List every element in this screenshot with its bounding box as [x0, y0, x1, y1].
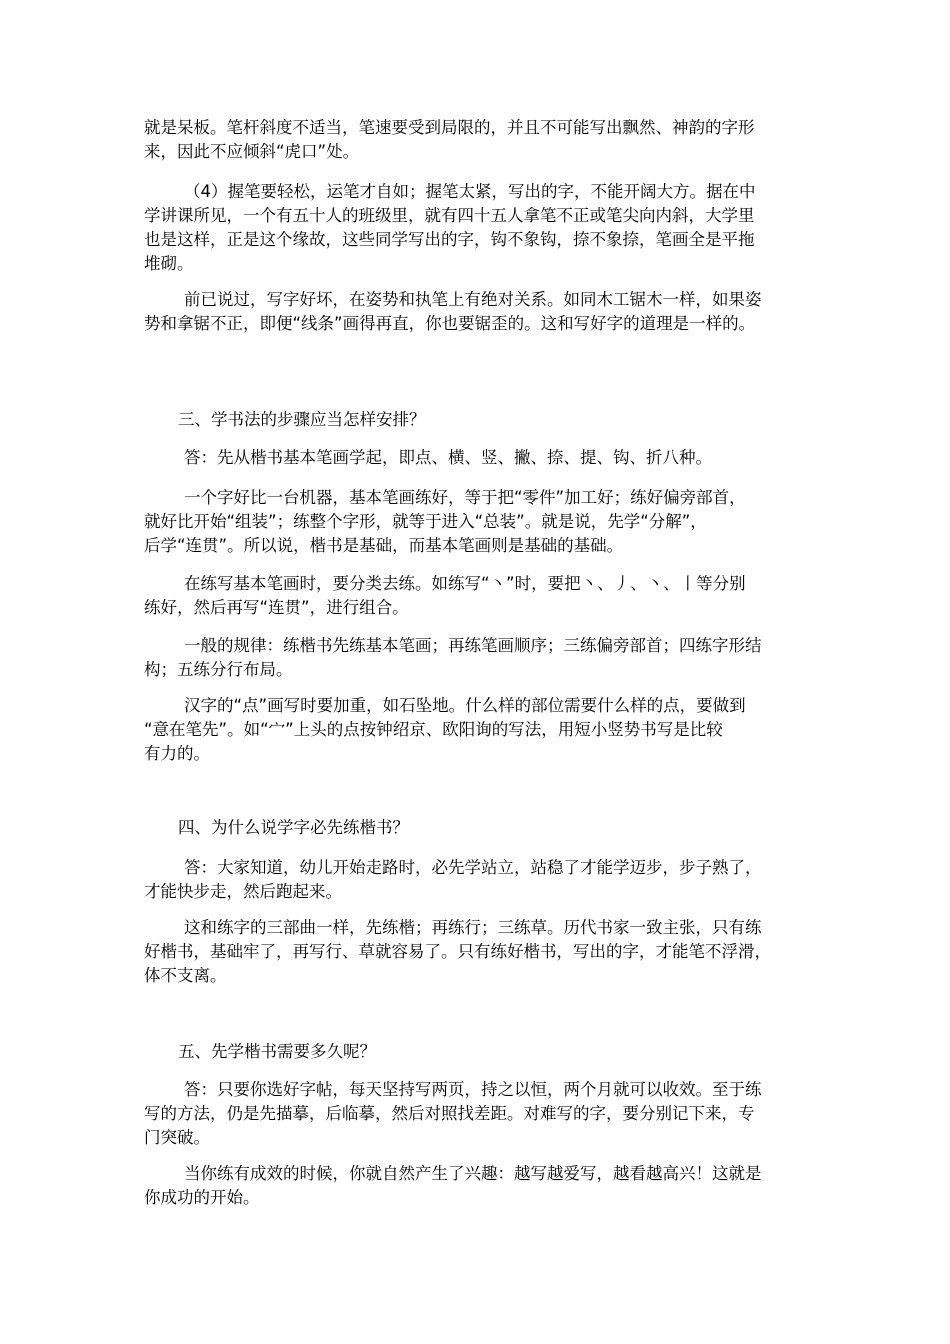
paragraph — [144, 856, 804, 904]
paragraph — [144, 446, 804, 470]
paragraph — [144, 180, 804, 276]
text-line: 练好，然后再写“连贯”，进行组合。 — [144, 598, 409, 617]
paragraph — [144, 1162, 804, 1210]
text-line: 好楷书，基础牢了，再写行、草就容易了。只有练好楷书，写出的字，才能笔不浮滑， — [144, 942, 771, 961]
paragraph — [144, 288, 804, 336]
text-line: 答：大家知道，幼儿开始走路时，必先学站立，站稳了才能学迈步，步子熟了， — [184, 858, 762, 877]
text-line: 一般的规律：练楷书先练基本笔画；再练笔画顺序；三练偏旁部首；四练字形结 — [184, 636, 762, 655]
text-line: （4）握笔要轻松，运笔才自如；握笔太紧，写出的字，不能开阔大方。据在中 — [184, 182, 756, 201]
text-line: 答：只要你选好字帖，每天坚持写两页，持之以恒，两个月就可以收效。至于练 — [184, 1080, 762, 1099]
text-line: 有力的。 — [144, 744, 210, 763]
text-line: 就好比开始“组装”；练整个字形，就等于进入“总装”。就是说，先学“分解”， — [144, 512, 707, 531]
paragraph — [144, 634, 804, 682]
text-line: “意在笔先”。如“宀”上头的点按钟绍京、欧阳询的写法，用短小竖势书写是比较 — [144, 720, 723, 739]
text-line: 这和练字的三部曲一样，先练楷；再练行；三练草。历代书家一致主张，只有练 — [184, 918, 762, 937]
paragraph — [144, 916, 804, 988]
text-line: 堆砌。 — [144, 254, 194, 273]
text-line: 来，因此不应倾斜“虎口”处。 — [144, 142, 360, 161]
section-heading: 四、为什么说学字必先练楷书？ — [178, 818, 409, 837]
paragraph — [144, 486, 804, 558]
text-line: 当你练有成效的时候，你就自然产生了兴趣：越写越爱写，越看越高兴！这就是 — [184, 1164, 762, 1183]
paragraph — [144, 572, 804, 620]
text-line: 后学“连贯”。所以说，楷书是基础，而基本笔画则是基础的基础。 — [144, 536, 624, 555]
text-line: 答：先从楷书基本笔画学起，即点、横、竖、撇、捺、提、钩、折八种。 — [184, 448, 712, 467]
section-heading: 五、先学楷书需要多久呢？ — [178, 1042, 376, 1061]
text-line: 前已说过，写字好坏，在姿势和执笔上有绝对关系。如同木工锯木一样，如果姿 — [184, 290, 762, 309]
text-line: 在练写基本笔画时，要分类去练。如练写“丶”时，要把丶、丿、丶、丨等分别 — [184, 574, 746, 593]
text-line: 一个字好比一台机器，基本笔画练好，等于把“零件”加工好；练好偏旁部首， — [184, 488, 746, 507]
paragraph — [144, 1078, 804, 1150]
text-line: 体不支离。 — [144, 966, 227, 985]
text-line: 也是这样，正是这个缘故，这些同学写出的字，钩不象钩，捺不象捺，笔画全是平拖 — [144, 230, 755, 249]
text-line: 汉字的“点”画写时要加重，如石坠地。什么样的部位需要什么样的点，要做到 — [184, 696, 746, 715]
text-line: 构；五练分行布局。 — [144, 660, 293, 679]
text-line: 门突破。 — [144, 1128, 210, 1147]
text-line: 你成功的开始。 — [144, 1188, 260, 1207]
paragraph — [144, 116, 804, 164]
text-line: 写的方法，仍是先描摹，后临摹，然后对照找差距。对难写的字，要分别记下来，专 — [144, 1104, 755, 1123]
section-heading: 三、学书法的步骤应当怎样安排？ — [178, 410, 426, 429]
text-line: 才能快步走，然后跑起来。 — [144, 882, 342, 901]
text-line: 学讲课所见，一个有五十人的班级里，就有四十五人拿笔不正或笔尖向内斜，大学里 — [144, 206, 755, 225]
text-line: 势和拿锯不正，即便“线条”画得再直，你也要锯歪的。这和写好字的道理是一样的。 — [144, 314, 756, 333]
paragraph — [144, 694, 804, 766]
text-line: 就是呆板。笔杆斜度不适当，笔速要受到局限的，并且不可能写出飘然、神韵的字形 — [144, 118, 755, 137]
